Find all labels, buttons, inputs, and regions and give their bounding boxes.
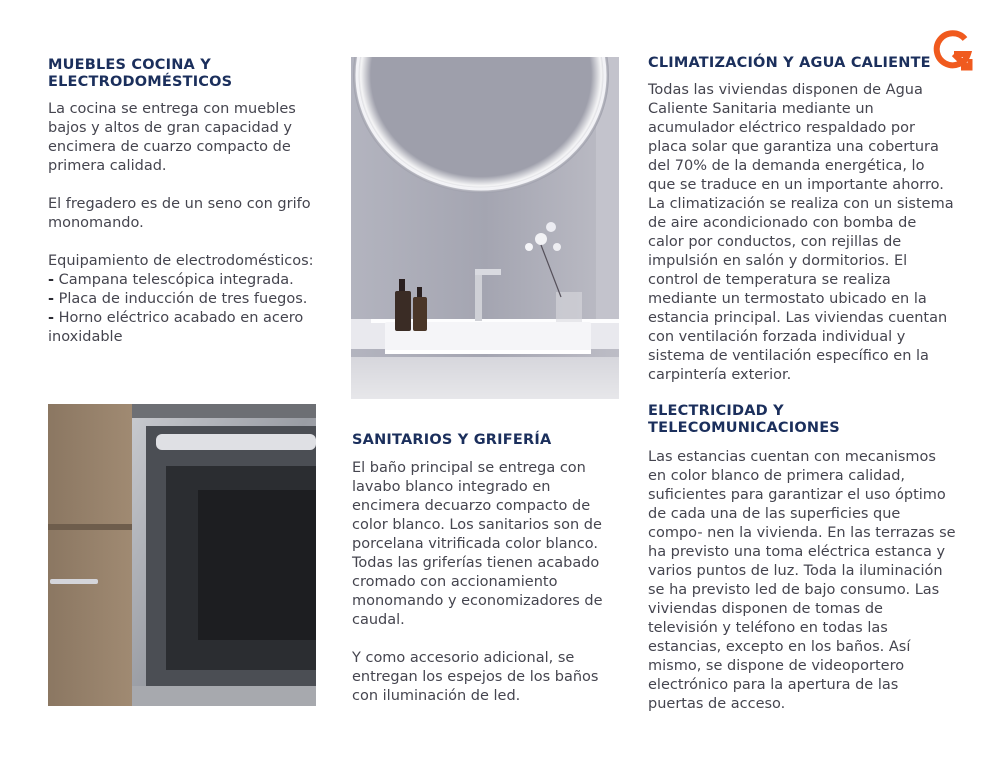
text-line: con ventilación forzada individual y <box>648 329 906 345</box>
sanitarios-section <box>352 432 632 706</box>
text-line: mediante un termostato ubicado en la <box>648 291 927 307</box>
text-line: caudal. <box>352 612 405 628</box>
kitchen-title-line2: ELECTRODOMÉSTICOS <box>48 74 233 90</box>
kitchen-section <box>48 57 338 347</box>
text-line: suficientes para garantizar el uso óptimo <box>648 487 946 503</box>
bullet-mark: - <box>48 310 55 326</box>
equipment-intro: Equipamiento de electrodomésticos: <box>48 253 314 269</box>
g-arrow-logo-icon <box>932 30 974 72</box>
bullet-mark: - <box>48 291 55 307</box>
text-line: placa solar que garantiza una cobertura <box>648 139 939 155</box>
text-line: cromado con accionamiento <box>352 574 558 590</box>
kitchen-equipment-list <box>48 252 338 347</box>
text-line: Todas las griferías tienen acabado <box>352 555 600 571</box>
bathroom-illustration <box>351 57 619 399</box>
text-line: de aire acondicionado con bomba de <box>648 215 917 231</box>
electricidad-title-line1: ELECTRICIDAD Y <box>648 403 784 419</box>
text-line: bajos y altos de gran capacidad y <box>48 120 292 136</box>
bullet-text: Campana telescópica integrada. <box>54 272 294 288</box>
text-line: Las estancias cuentan con mecanismos <box>648 449 936 465</box>
text-line: compo- nen la vivienda. En las terrazas se <box>648 525 956 541</box>
text-line: mismo, se dispone de videoportero <box>648 658 905 674</box>
brand-logo <box>932 30 974 72</box>
kitchen-paragraph-2 <box>48 195 338 233</box>
text-line: control de temperatura se realiza <box>648 272 891 288</box>
climatizacion-section <box>648 55 968 385</box>
electricidad-paragraph <box>648 448 968 714</box>
bullet-text: Horno eléctrico acabado en acero <box>54 310 304 326</box>
text-line: El baño principal se entrega con <box>352 460 586 476</box>
text-line: televisión y teléfono en todas las <box>648 620 888 636</box>
kitchen-title-line1: MUEBLES COCINA Y <box>48 57 211 73</box>
text-line: se ha previsto led de bajo consumo. Las <box>648 582 940 598</box>
text-line: estancia principal. Las viviendas cuentan <box>648 310 948 326</box>
text-line: calor por conductos, con rejillas de <box>648 234 902 250</box>
text-line: Todas las viviendas disponen de Agua <box>648 82 923 98</box>
text-line: estancias, excepto en los baños. Así <box>648 639 911 655</box>
text-line: sistema de ventilación específico en la <box>648 348 929 364</box>
text-line: inoxidable <box>48 329 123 345</box>
bullet-mark: - <box>48 272 55 288</box>
text-line: en color blanco de primera calidad, <box>648 468 906 484</box>
electricidad-section <box>648 403 968 714</box>
text-line: electrónico para la apertura de las <box>648 677 899 693</box>
climatizacion-paragraph <box>648 81 968 385</box>
climatizacion-title: CLIMATIZACIÓN Y AGUA CALIENTE <box>648 55 931 71</box>
list-item <box>48 271 338 290</box>
text-line: encimera de cuarzo compacto de <box>48 139 291 155</box>
text-line: porcelana vitrificada color blanco. <box>352 536 599 552</box>
text-line: ha previsto una toma eléctrica estanca y <box>648 544 946 560</box>
text-line: puertas de acceso. <box>648 696 786 712</box>
electricidad-title <box>648 403 968 437</box>
sanitarios-paragraph-1 <box>352 459 632 630</box>
text-line: Y como accesorio adicional, se <box>352 650 575 666</box>
text-line: lavabo blanco integrado en <box>352 479 551 495</box>
text-line: carpintería exterior. <box>648 367 792 383</box>
text-line: El fregadero es de un seno con grifo <box>48 196 311 212</box>
text-line: impulsión en salón y dormitorios. El <box>648 253 908 269</box>
text-line: de cada una de las superficies que <box>648 506 901 522</box>
text-line: monomando. <box>48 215 144 231</box>
text-line: entregan los espejos de los baños <box>352 669 599 685</box>
text-line: color blanco. Los sanitarios son de <box>352 517 602 533</box>
text-line: La climatización se realiza con un sistema <box>648 196 954 212</box>
text-line: monomando y economizadores de <box>352 593 603 609</box>
text-line: encimera decuarzo compacto de <box>352 498 591 514</box>
oven-illustration <box>48 404 316 706</box>
bathroom-photo <box>351 57 619 399</box>
text-line: La cocina se entrega con muebles <box>48 101 296 117</box>
oven-photo <box>48 404 316 706</box>
list-item <box>48 309 338 328</box>
sanitarios-title: SANITARIOS Y GRIFERÍA <box>352 432 552 448</box>
text-line: viviendas disponen de tomas de <box>648 601 883 617</box>
text-line: varios puntos de luz. Toda la iluminación <box>648 563 943 579</box>
text-line: del 70% de la demanda energética, lo <box>648 158 925 174</box>
text-line: con iluminación de led. <box>352 688 521 704</box>
text-line: acumulador eléctrico respaldado por <box>648 120 915 136</box>
kitchen-paragraph-1 <box>48 100 338 176</box>
sanitarios-paragraph-2 <box>352 649 632 706</box>
kitchen-title <box>48 57 338 91</box>
text-line: Caliente Sanitaria mediante un <box>648 101 874 117</box>
list-item <box>48 290 338 309</box>
text-line: que se traduce en un importante ahorro. <box>648 177 944 193</box>
bullet-text: Placa de inducción de tres fuegos. <box>54 291 308 307</box>
electricidad-title-line2: TELECOMUNICACIONES <box>648 420 840 436</box>
text-line: primera calidad. <box>48 158 167 174</box>
